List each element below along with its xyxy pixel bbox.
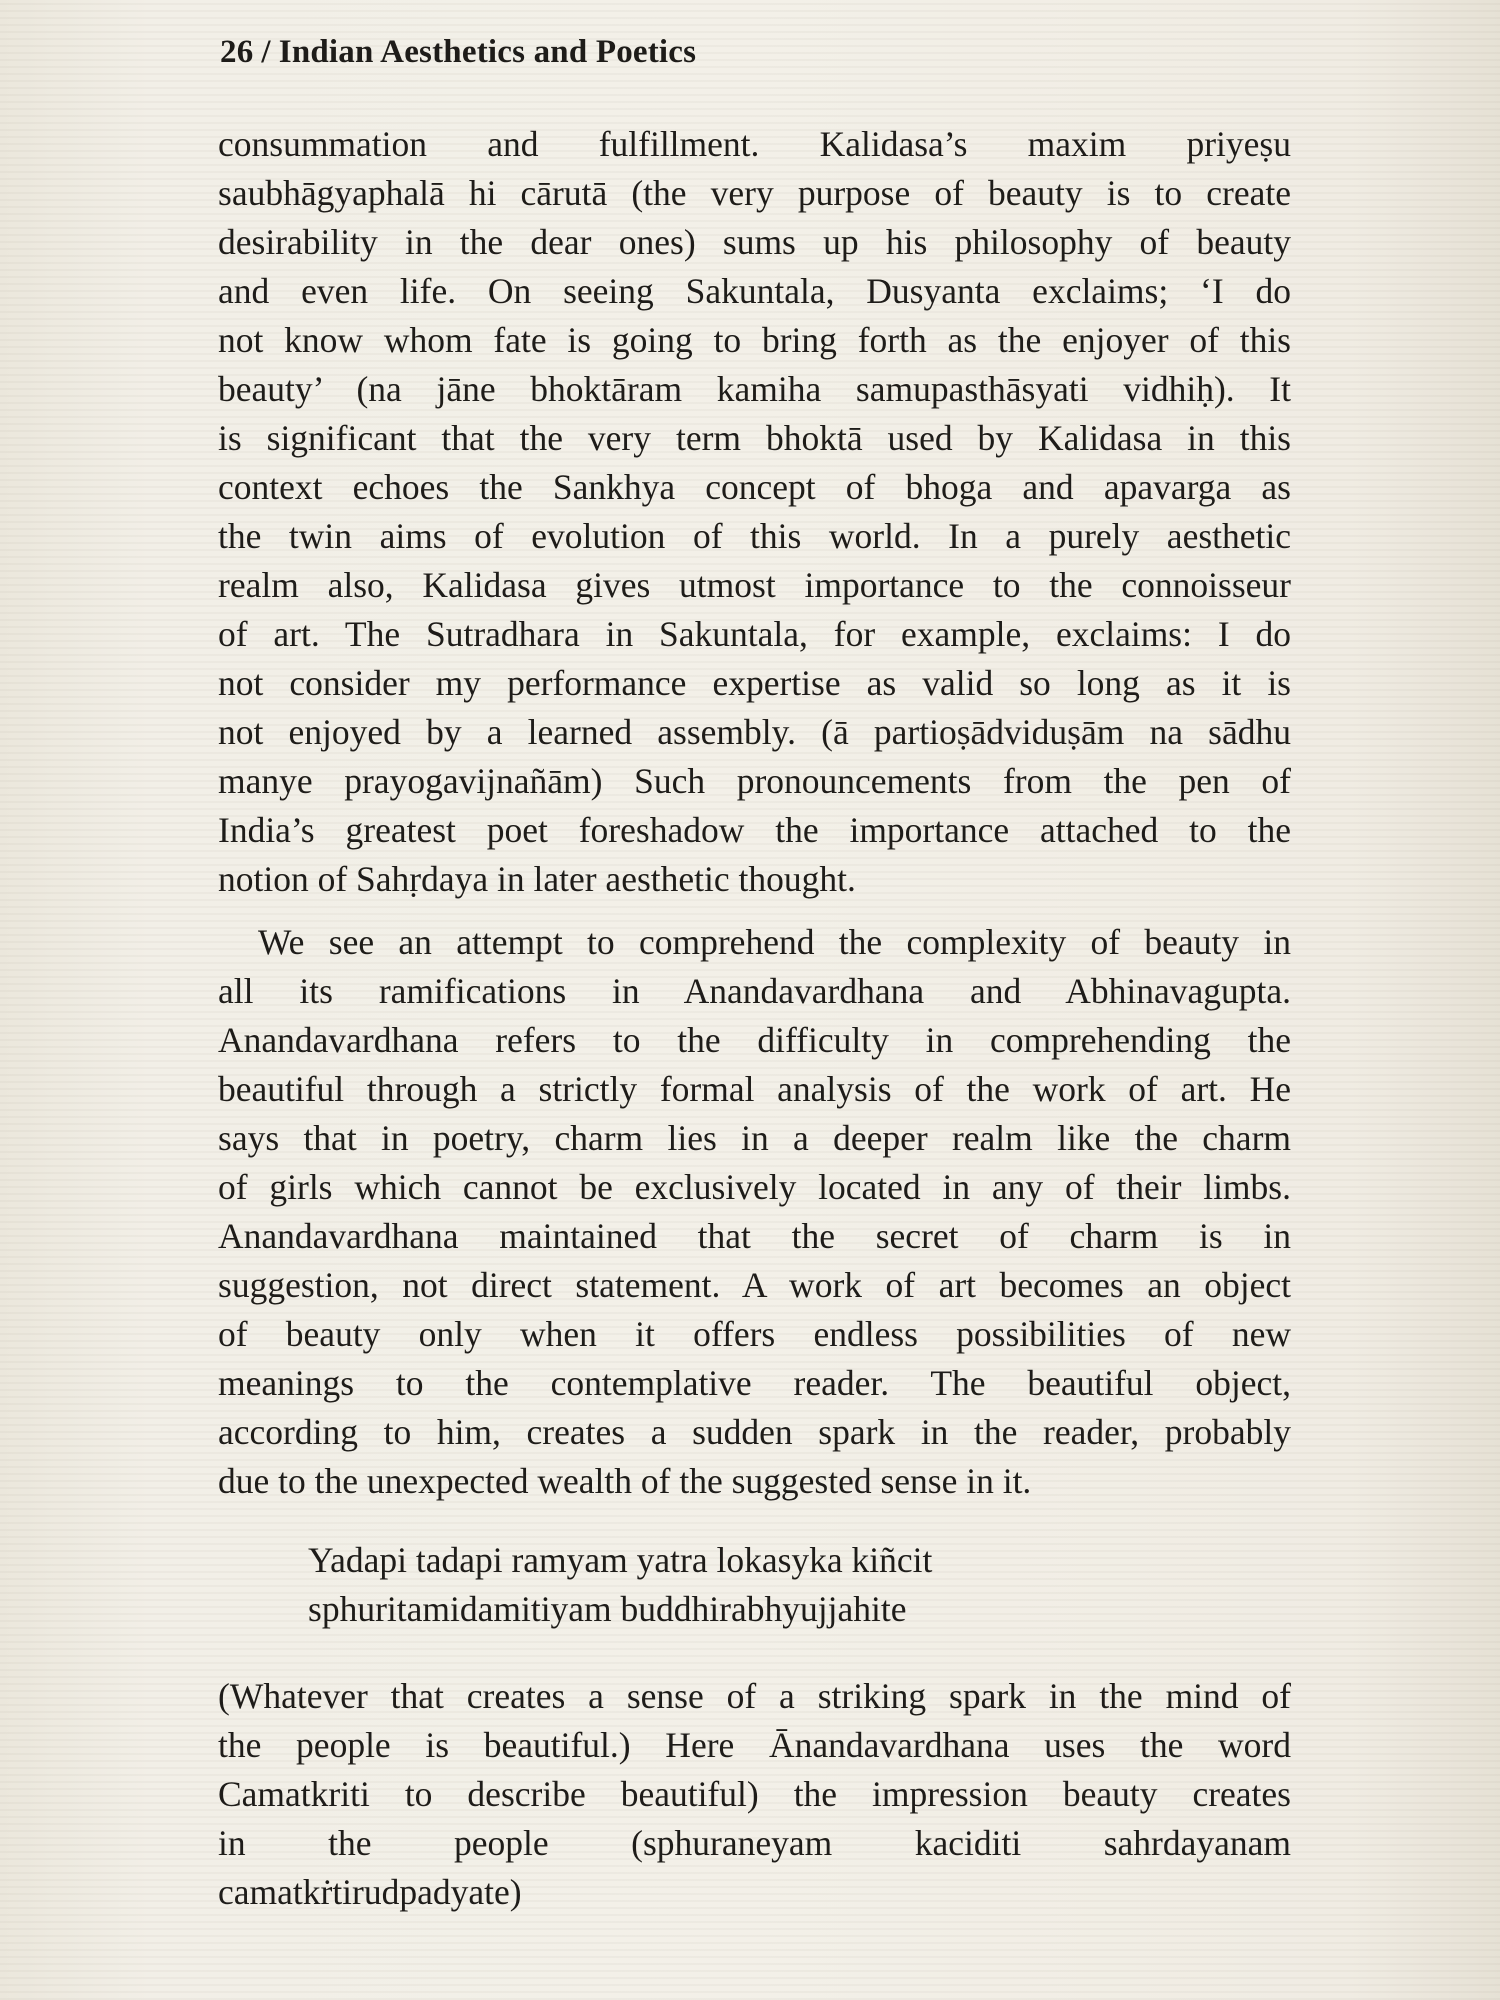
text-line: meanings to the contemplative reader. The beautiful object,	[218, 1363, 1291, 1403]
text-line: all its ramifications in Anandavardhana and Abhinavagupta.	[218, 971, 1291, 1011]
text-line: Anandavardhana refers to the difficulty in comprehending the	[218, 1020, 1291, 1060]
text-line: desirability in the dear ones) sums up his philosophy of beauty	[218, 222, 1291, 262]
text-line: manye prayogavijnañām) Such pronouncements from the pen of	[218, 761, 1291, 801]
verse-gap-top	[218, 1506, 1291, 1536]
text-line: in the people (sphuraneyam kaciditi sahrdayanam	[218, 1823, 1291, 1863]
text-line: the twin aims of evolution of this world. In a purely aesthetic	[218, 516, 1291, 556]
verse-line: Yadapi tadapi ramyam yatra lokasyka kiñcit	[308, 1540, 933, 1580]
text-line: not know whom fate is going to bring forth as the enjoyer of this	[218, 320, 1291, 360]
text-line: Camatkriti to describe beautiful) the impression beauty creates	[218, 1774, 1291, 1814]
text-line: not enjoyed by a learned assembly. (ā partioṣādviduṣām na sādhu	[218, 712, 1291, 752]
running-head	[220, 34, 696, 71]
text-line: India’s greatest poet foreshadow the importance attached to the	[218, 810, 1291, 850]
text-line: saubhāgyaphalā hi cārutā (the very purpose of beauty is to create	[218, 173, 1291, 213]
text-line: We see an attempt to comprehend the complexity of beauty in	[258, 922, 1291, 962]
text-line: Anandavardhana maintained that the secret of charm is in	[218, 1216, 1291, 1256]
text-line: beauty’ (na jāne bhoktāram kamiha samupasthāsyati vidhiḥ). It	[218, 369, 1291, 409]
paragraph-1	[218, 120, 1291, 904]
header-separator: /	[261, 34, 271, 70]
sanskrit-verse	[218, 1536, 1291, 1634]
text-line: camatkṙtirudpadyate)	[218, 1872, 522, 1912]
text-line: due to the unexpected wealth of the suggested sense in it.	[218, 1461, 1032, 1501]
text-line: says that in poetry, charm lies in a deeper realm like the charm	[218, 1118, 1291, 1158]
text-line: of girls which cannot be exclusively located in any of their limbs.	[218, 1167, 1291, 1207]
text-line: context echoes the Sankhya concept of bhoga and apavarga as	[218, 467, 1291, 507]
body-text	[218, 120, 1291, 1917]
text-line: suggestion, not direct statement. A work of art becomes an object	[218, 1265, 1291, 1305]
text-line: of art. The Sutradhara in Sakuntala, for example, exclaims: I do	[218, 614, 1291, 654]
paragraph-3	[218, 1672, 1291, 1917]
text-line: notion of Sahṛdaya in later aesthetic thought.	[218, 859, 856, 899]
paragraph-gap	[218, 904, 1291, 918]
text-line: (Whatever that creates a sense of a striking spark in the mind of	[218, 1676, 1291, 1716]
text-line: consummation and fulfillment. Kalidasa’s maxim priyeṣu	[218, 124, 1291, 164]
verse-gap-bottom	[218, 1634, 1291, 1672]
paragraph-2	[218, 918, 1291, 1506]
text-line: is significant that the very term bhoktā used by Kalidasa in this	[218, 418, 1291, 458]
book-title: Indian Aesthetics and Poetics	[278, 34, 697, 70]
page-number: 26	[220, 34, 254, 70]
text-line: the people is beautiful.) Here Ānandavardhana uses the word	[218, 1725, 1291, 1765]
text-line: of beauty only when it offers endless possibilities of new	[218, 1314, 1291, 1354]
text-line: beautiful through a strictly formal analysis of the work of art. He	[218, 1069, 1291, 1109]
verse-line: sphuritamidamitiyam buddhirabhyujjahite	[308, 1589, 907, 1629]
text-line: realm also, Kalidasa gives utmost importance to the connoisseur	[218, 565, 1291, 605]
text-line: and even life. On seeing Sakuntala, Dusyanta exclaims; ‘I do	[218, 271, 1291, 311]
text-line: not consider my performance expertise as valid so long as it is	[218, 663, 1291, 703]
text-line: according to him, creates a sudden spark in the reader, probably	[218, 1412, 1291, 1452]
